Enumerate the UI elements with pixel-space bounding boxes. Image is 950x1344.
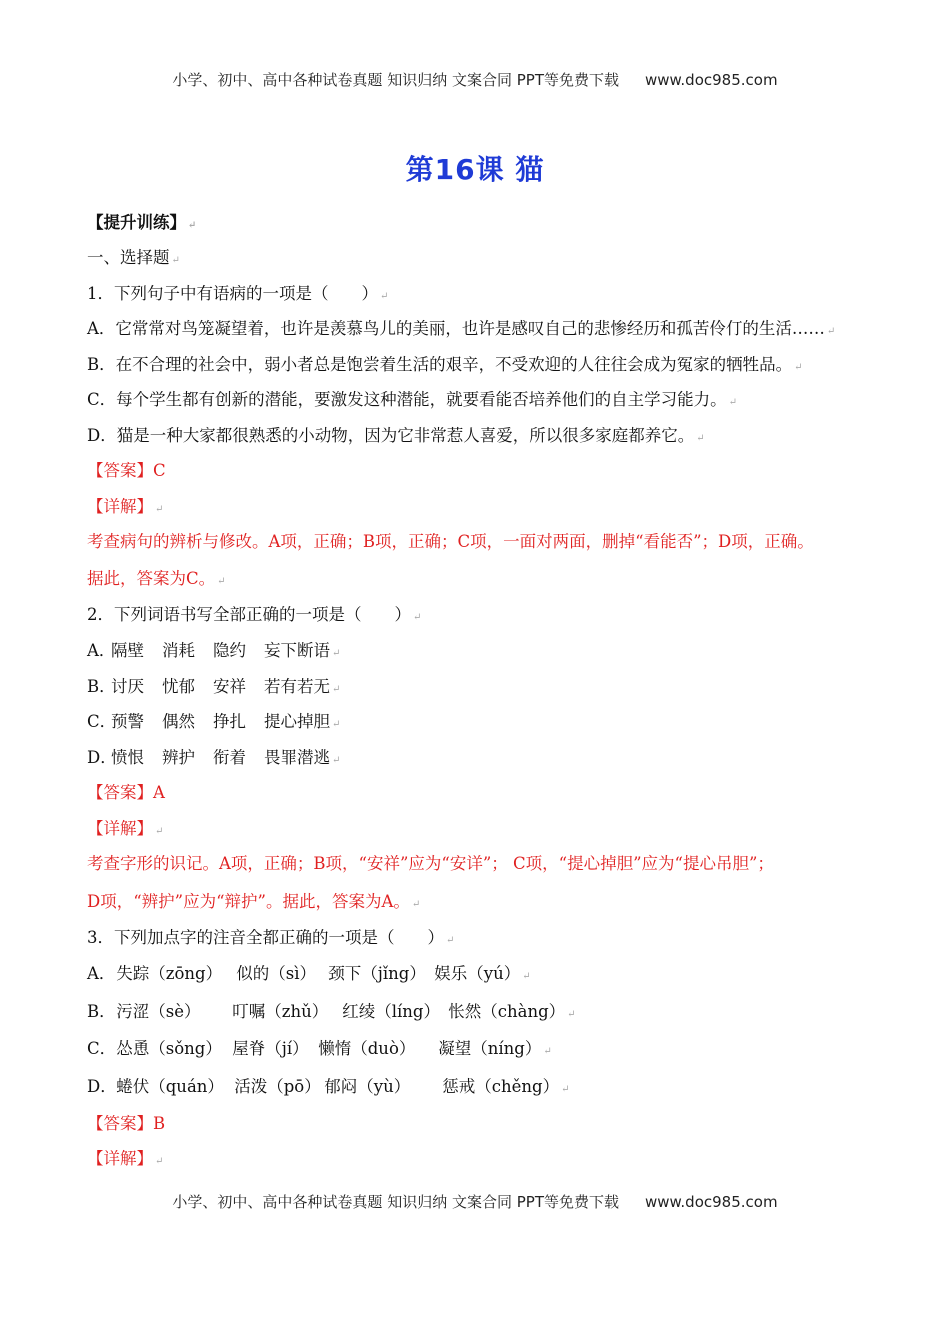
q2-detail-line2: D项，“辨护”应为“辩护”。据此，答案为A。 ↵	[87, 892, 421, 911]
q3-option-b: B． 污涩（sè） 叮嘱（zhǔ） 红绫（líng） 怅然（chàng） ↵	[87, 1002, 576, 1021]
lesson-title: 第16课 猫	[405, 153, 545, 186]
q1-answer: 【答案】C	[87, 461, 166, 480]
page-footer	[0, 1191, 950, 1212]
q3-option-c: C． 怂恿（sǒng） 屋脊（jí） 懒惰（duò） 凝望（níng） ↵	[87, 1039, 552, 1058]
q3-option-d: D． 蜷伏（quán） 活泼（pō） 郁闷（yù） 惩戒（chěng） ↵	[87, 1077, 570, 1096]
section-tag: 【提升训练】 ↵	[87, 213, 197, 232]
q2-option-b: B．讨厌 忧郁 安祥 若有若无 ↵	[87, 677, 341, 696]
header-text: 小学、初中、高中各种试卷真题 知识归纳 文案合同 PPT等免费下载	[172, 71, 619, 89]
part-heading: 一、选择题 ↵	[87, 248, 180, 267]
q3-detail-tag: 【详解】 ↵	[87, 1149, 164, 1168]
q1-option-d: D．猫是一种大家都很熟悉的小动物，因为它非常惹人喜爱，所以很多家庭都养它。 ↵	[87, 426, 705, 445]
q3-answer: 【答案】B	[87, 1114, 166, 1133]
q3-option-a: A． 失踪（zōng） 似的（sì） 颈下（jǐng） 娱乐（yú） ↵	[87, 964, 531, 983]
q2-stem: 2．下列词语书写全部正确的一项是（ ） ↵	[87, 605, 422, 624]
q2-detail-tag: 【详解】 ↵	[87, 819, 164, 838]
q1-stem: 1．下列句子中有语病的一项是（ ） ↵	[87, 284, 389, 303]
q1-option-a: A．它常常对鸟笼凝望着，也许是羡慕鸟儿的美丽，也许是感叹自己的悲惨经历和孤苦伶仃的生活…… ↵	[87, 319, 836, 338]
q2-option-c: C．预警 偶然 挣扎 提心掉胆 ↵	[87, 712, 341, 731]
q2-option-a: A．隔壁 消耗 隐约 妄下断语 ↵	[87, 641, 341, 660]
q2-answer: 【答案】A	[87, 783, 165, 802]
q1-option-c: C．每个学生都有创新的潜能，要激发这种潜能，就要看能否培养他们的自主学习能力。 ↵	[87, 390, 738, 409]
q1-option-b: B．在不合理的社会中，弱小者总是饱尝着生活的艰辛，不受欢迎的人往往会成为冤家的牺牲品。 ↵	[87, 355, 803, 374]
q1-detail-tag: 【详解】 ↵	[87, 497, 164, 516]
q2-detail-line1: 考查字形的识记。A项，正确；B项，“安祥”应为“安详”； C项，“提心掉胆”应为“提心吊胆”；	[87, 854, 774, 873]
q1-detail-line1: 考查病句的辨析与修改。A项，正确；B项，正确；C项，一面对两面，删掉“看能否”；D项，正确。	[87, 532, 814, 551]
q1-detail-line2: 据此，答案为C。 ↵	[87, 569, 226, 588]
q2-option-d: D．愤恨 辨护 衔着 畏罪潜逃 ↵	[87, 748, 341, 767]
footer-site[interactable]: www.doc985.com	[644, 1193, 778, 1211]
footer-text: 小学、初中、高中各种试卷真题 知识归纳 文案合同 PPT等免费下载	[172, 1193, 619, 1211]
header-site[interactable]: www.doc985.com	[644, 71, 778, 89]
q3-stem: 3．下列加点字的注音全都正确的一项是（ ） ↵	[87, 928, 455, 947]
